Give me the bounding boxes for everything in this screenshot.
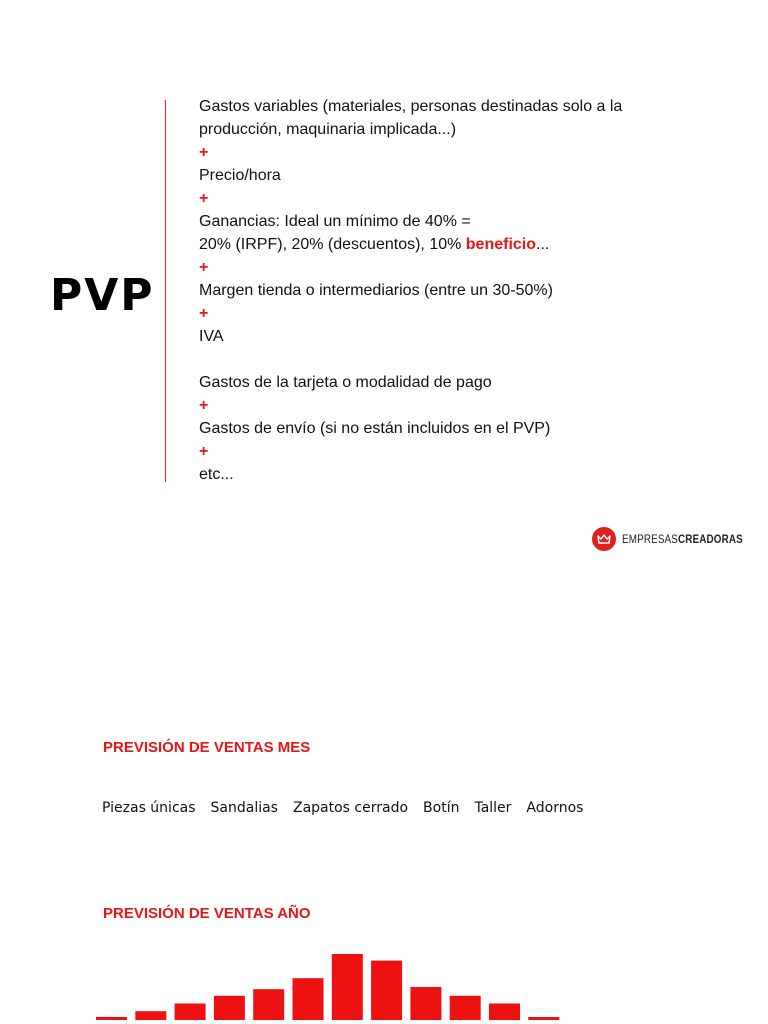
product-item: Piezas únicas [102, 800, 196, 816]
chart-bar [214, 996, 245, 1020]
logo-text [622, 532, 743, 546]
chart-bar [135, 1011, 166, 1020]
plus-sign: + [199, 144, 209, 161]
highlight-beneficio: beneficio [465, 236, 537, 253]
formula-line: IVA [199, 328, 224, 345]
chart-bar [96, 1017, 127, 1020]
sales-year-title: PREVISIÓN DE VENTAS AÑO [103, 905, 311, 922]
chart-bar [332, 954, 363, 1020]
product-item: Adornos [526, 800, 584, 816]
formula-line: Margen tienda o intermediarios (entre un 30-50%) [199, 282, 553, 299]
formula-line-suffix: ... [536, 236, 550, 253]
chart-bar [489, 1004, 520, 1021]
logo-text-light: EMPRESAS [622, 532, 679, 546]
chart-bar [175, 1004, 206, 1021]
chart-bar [253, 989, 284, 1020]
plus-sign: + [199, 259, 209, 276]
formula-line: Gastos de envío (si no están incluidos en el PVP) [199, 420, 551, 437]
plus-sign: + [199, 190, 209, 207]
empresas-creadoras-logo [592, 525, 768, 553]
blank-line [199, 348, 719, 371]
plus-sign: + [199, 443, 209, 460]
product-item: Sandalias [210, 800, 278, 816]
formula-line-text: 20% (IRPF), 20% (descuentos), 10% [199, 236, 466, 253]
chart-bar [293, 978, 324, 1020]
product-item: Botín [423, 800, 460, 816]
pvp-title: PVP [50, 270, 155, 321]
crown-icon [592, 527, 616, 551]
plus-sign: + [199, 305, 209, 322]
product-list [102, 800, 598, 816]
chart-bar [528, 1017, 559, 1020]
product-item: Zapatos cerrado [292, 800, 409, 816]
chart-bar [410, 987, 441, 1020]
formula-line: Precio/hora [199, 167, 281, 184]
formula-line: Ganancias: Ideal un mínimo de 40% = [199, 213, 471, 230]
formula-line: etc... [199, 466, 234, 483]
formula-line: producción, maquinaria implicada...) [199, 121, 457, 138]
product-item: Taller [474, 800, 512, 816]
chart-bar [371, 961, 402, 1020]
formula-line: Gastos variables (materiales, personas destinadas solo a la [199, 98, 623, 115]
formula-line-with-highlight [199, 233, 719, 256]
pvp-formula [199, 95, 719, 486]
vertical-divider [165, 100, 166, 482]
sales-month-title: PREVISIÓN DE VENTAS MES [103, 739, 311, 756]
chart-bar [450, 996, 481, 1020]
sales-year-chart [0, 940, 768, 1024]
formula-line: Gastos de la tarjeta o modalidad de pago [199, 374, 492, 391]
plus-sign: + [199, 397, 209, 414]
logo-text-bold: CREADORAS [678, 532, 743, 546]
